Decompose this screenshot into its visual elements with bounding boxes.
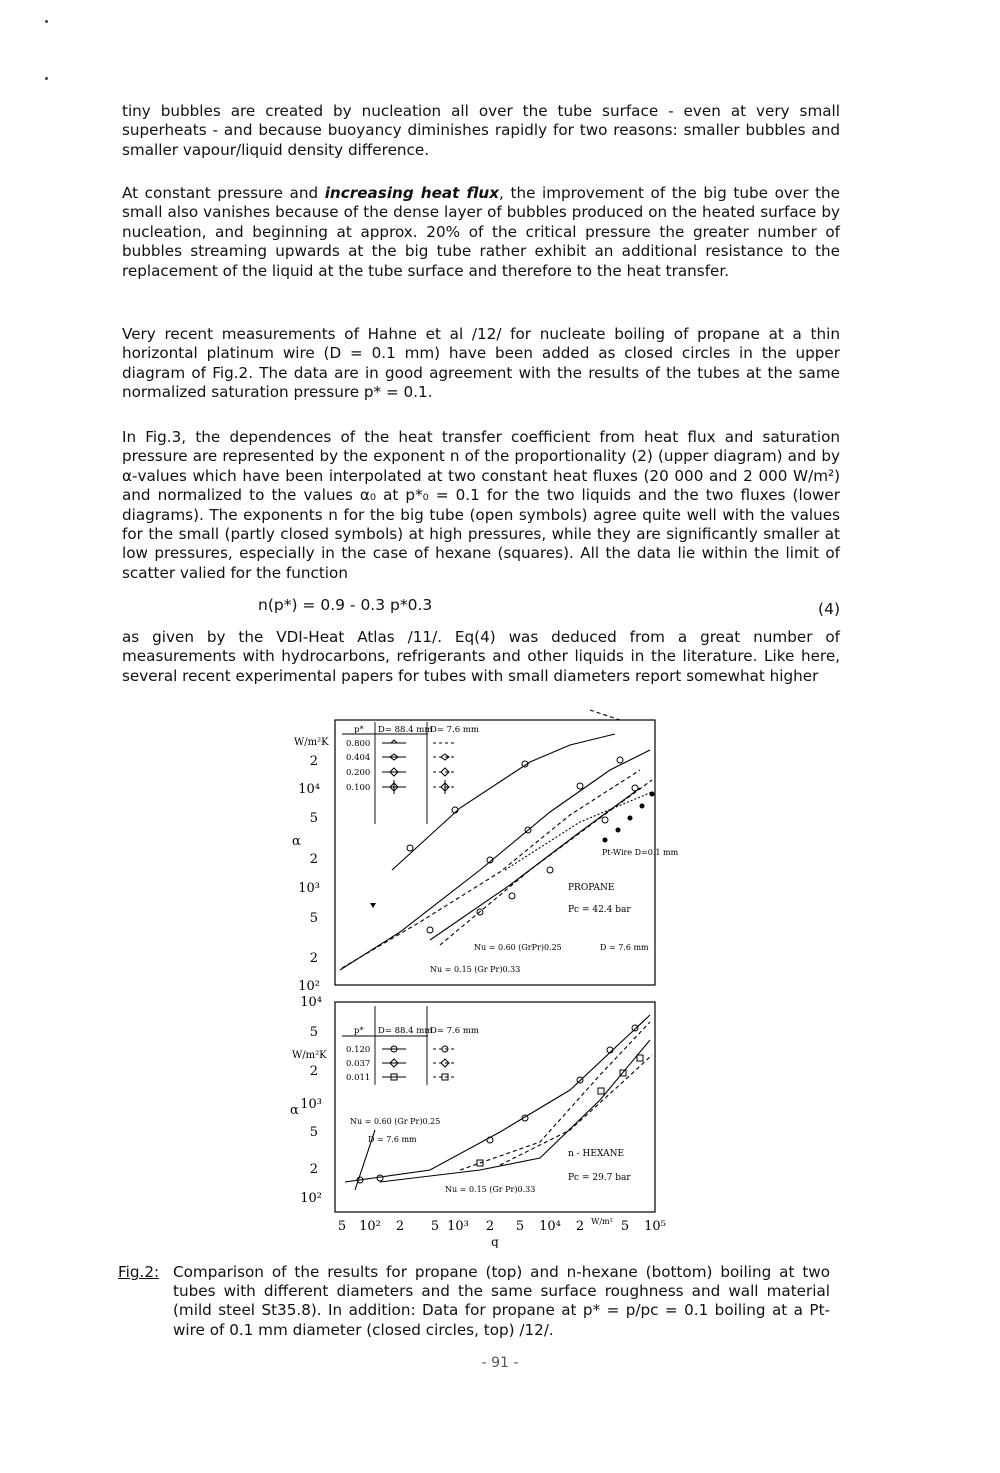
- x-tick: 5: [515, 1219, 525, 1234]
- x-tick: 10³: [447, 1219, 469, 1234]
- paragraph-2: [122, 184, 840, 281]
- equation-4: [122, 596, 840, 622]
- top-legend-row: 0.200: [346, 768, 371, 778]
- top-y-tick: 2: [309, 852, 318, 867]
- top-curve: [340, 750, 650, 970]
- x-symbol: q: [491, 1235, 499, 1248]
- x-tick: 10⁵: [644, 1219, 666, 1234]
- paragraph-4: In Fig.3, the dependences of the heat transfer coefficient from heat flux and saturation pressure are represented by the exponent n of the proportionality (2) (upper diagram) and by α-values which have been interpolated at two constant heat fluxes (20 000 and 2 000 W/m²) and normalized to the values α₀ at p*₀ = 0.1 for the two liquids and the two fluxes (lower diagrams). The exponents n for the big tube (open symbols) agree quite well with the values for the small (partly closed symbols) at high pressures, while they are significantly smaller at low pressures, especially in the case of hexane (squares). All the data lie within the limit of scatter valied for the function: [122, 428, 840, 582]
- top-legend-header-p: p*: [354, 725, 364, 735]
- top-data-point: [407, 845, 413, 851]
- x-tick: 10²: [359, 1219, 381, 1234]
- bottom-legend-row: 0.011: [346, 1073, 371, 1083]
- bottom-nusselt-1: Nu = 0.60 (Gr Pr)0.25: [350, 1117, 441, 1126]
- bottom-legend-header-d2: D= 7.6 mm: [430, 1026, 479, 1036]
- top-curve: [342, 770, 640, 968]
- top-y-tick: 10⁴: [298, 782, 320, 797]
- top-data-point: [509, 893, 515, 899]
- top-y-unit: W/m²K: [294, 737, 329, 748]
- pt-wire-point: [640, 804, 645, 809]
- paragraph-5: as given by the VDI-Heat Atlas /11/. Eq(4) was deduced from a great number of measurements with hydrocarbons, refrigerants and other liquids in the literature. Like here, several recent experimental papers for tubes with small diameters report somewhat higher: [122, 628, 840, 685]
- pt-wire-point: [616, 828, 621, 833]
- x-tick: 5: [430, 1219, 440, 1234]
- top-curve: [430, 788, 640, 940]
- bottom-y-unit: W/m²K: [292, 1050, 327, 1061]
- pt-wire-label: Pt-Wire D=0.1 mm: [602, 848, 679, 857]
- bottom-curve: [380, 1040, 650, 1182]
- x-tick: 2: [485, 1219, 495, 1234]
- equation-expression: n(p*) = 0.9 - 0.3 p*0.3: [258, 596, 433, 614]
- figure-2: [280, 700, 680, 1248]
- bottom-y-tick: 2: [309, 1064, 318, 1079]
- pt-wire-point: [628, 816, 633, 821]
- x-tick: 5: [337, 1219, 347, 1234]
- top-y-symbol: α: [292, 834, 301, 849]
- bottom-critical-pressure: Pc = 29.7 bar: [568, 1173, 631, 1183]
- caption-text: Comparison of the results for propane (top) and n-hexane (bottom) boiling at two tubes with different diameters and the same surface roughness and wall material (mild steel St35.8). In addition: Data for propane at p* = p/pc = 0.1 boiling at a Pt-wire of 0.1 mm diameter (closed circles, top) /12/.: [173, 1263, 830, 1339]
- bottom-data-point: [377, 1175, 383, 1181]
- top-triangle-marker: [370, 903, 376, 908]
- bottom-y-tick: 2: [309, 1162, 318, 1177]
- top-y-tick: 10²: [298, 979, 320, 994]
- x-tick: 10⁴: [539, 1219, 561, 1234]
- bottom-square-point: [598, 1088, 604, 1094]
- pt-wire-point: [650, 792, 655, 797]
- bottom-y-tick: 10⁴: [300, 995, 322, 1010]
- top-data-point: [632, 785, 638, 791]
- top-data-point: [427, 927, 433, 933]
- top-curve: [590, 710, 620, 720]
- x-tick: 5: [620, 1219, 630, 1234]
- top-y-tick: 5: [309, 911, 318, 926]
- top-legend-row: 0.800: [346, 739, 371, 749]
- top-y-tick: 2: [309, 951, 318, 966]
- scan-speck: [45, 20, 48, 23]
- bottom-legend-header-d1: D= 88.4 mm: [378, 1026, 433, 1036]
- top-fluid-label: PROPANE: [568, 883, 615, 893]
- top-y-tick: 10³: [298, 881, 320, 896]
- top-legend-header-d1: D= 88.4 mm: [378, 725, 433, 735]
- top-curve: [392, 734, 615, 870]
- top-legend-row: 0.100: [346, 783, 371, 793]
- bottom-legend-header-p: p*: [354, 1026, 364, 1036]
- top-data-point: [617, 757, 623, 763]
- top-nusselt-1: Nu = 0.60 (GrPr)0.25: [474, 943, 562, 952]
- bottom-data-point: [632, 1025, 638, 1031]
- bottom-y-tick: 5: [309, 1025, 318, 1040]
- bottom-curve: [460, 1022, 650, 1170]
- paragraph-2-rest: , the improvement of the big tube over the small also vanishes because of the dense layer of bubbles produced on the heated surface by nucleation, and beginning at approx. 20% of the critical pressure the greater number of bubbles streaming upwards at the big tube rather exhibit an additional resistance to the replacement of the liquid at the tube surface and therefore to the heat transfer.: [122, 184, 841, 280]
- paragraph-3: Very recent measurements of Hahne et al /12/ for nucleate boiling of propane at a thin horizontal platinum wire (D = 0.1 mm) have been added as closed circles in the upper diagram of Fig.2. The data are in good agreement with the results of the tubes at the same normalized saturation pressure p* = 0.1.: [122, 325, 840, 402]
- top-y-tick: 5: [309, 811, 318, 826]
- x-tick: 2: [575, 1219, 585, 1234]
- top-nusselt-2: Nu = 0.15 (Gr Pr)0.33: [430, 965, 521, 974]
- bottom-legend-row: 0.037: [346, 1059, 371, 1069]
- paragraph-2-emphasis: increasing heat flux: [324, 184, 500, 202]
- top-data-point: [602, 817, 608, 823]
- x-tick: 2: [395, 1219, 405, 1234]
- page-number: - 91 -: [481, 1355, 519, 1371]
- top-legend-header-d2: D= 7.6 mm: [430, 725, 479, 735]
- bottom-legend-row: 0.120: [346, 1045, 371, 1055]
- top-data-point: [547, 867, 553, 873]
- bottom-y-tick: 10²: [300, 1191, 322, 1206]
- caption-label: Fig.2:: [118, 1263, 160, 1281]
- bottom-square-point: [637, 1055, 643, 1061]
- bottom-y-tick: 10³: [300, 1097, 322, 1112]
- equation-number: (4): [818, 600, 840, 618]
- bottom-y-symbol: α: [290, 1103, 299, 1118]
- bottom-fluid-label: n - HEXANE: [568, 1149, 625, 1159]
- top-y-tick: 2: [309, 754, 318, 769]
- bottom-y-tick: 5: [309, 1125, 318, 1140]
- scan-speck: [45, 77, 48, 80]
- top-legend-row: 0.404: [346, 753, 371, 763]
- x-unit: W/m²: [591, 1217, 613, 1226]
- paragraph-1: tiny bubbles are created by nucleation all over the tube surface - even at very small superheats - and because buoyancy diminishes rapidly for two reasons: smaller bubbles and smaller vapour/liquid density difference.: [122, 102, 840, 159]
- top-critical-pressure: Pc = 42.4 bar: [568, 905, 631, 915]
- bottom-nusselt-1-diameter: D = 7.6 mm: [368, 1135, 417, 1144]
- bottom-nusselt-2: Nu = 0.15 (Gr Pr)0.33: [445, 1185, 536, 1194]
- pt-wire-point: [603, 838, 608, 843]
- paragraph-2-start: At constant pressure and: [122, 184, 325, 202]
- top-nusselt-1-diameter: D = 7.6 mm: [600, 943, 649, 952]
- top-data-point: [577, 783, 583, 789]
